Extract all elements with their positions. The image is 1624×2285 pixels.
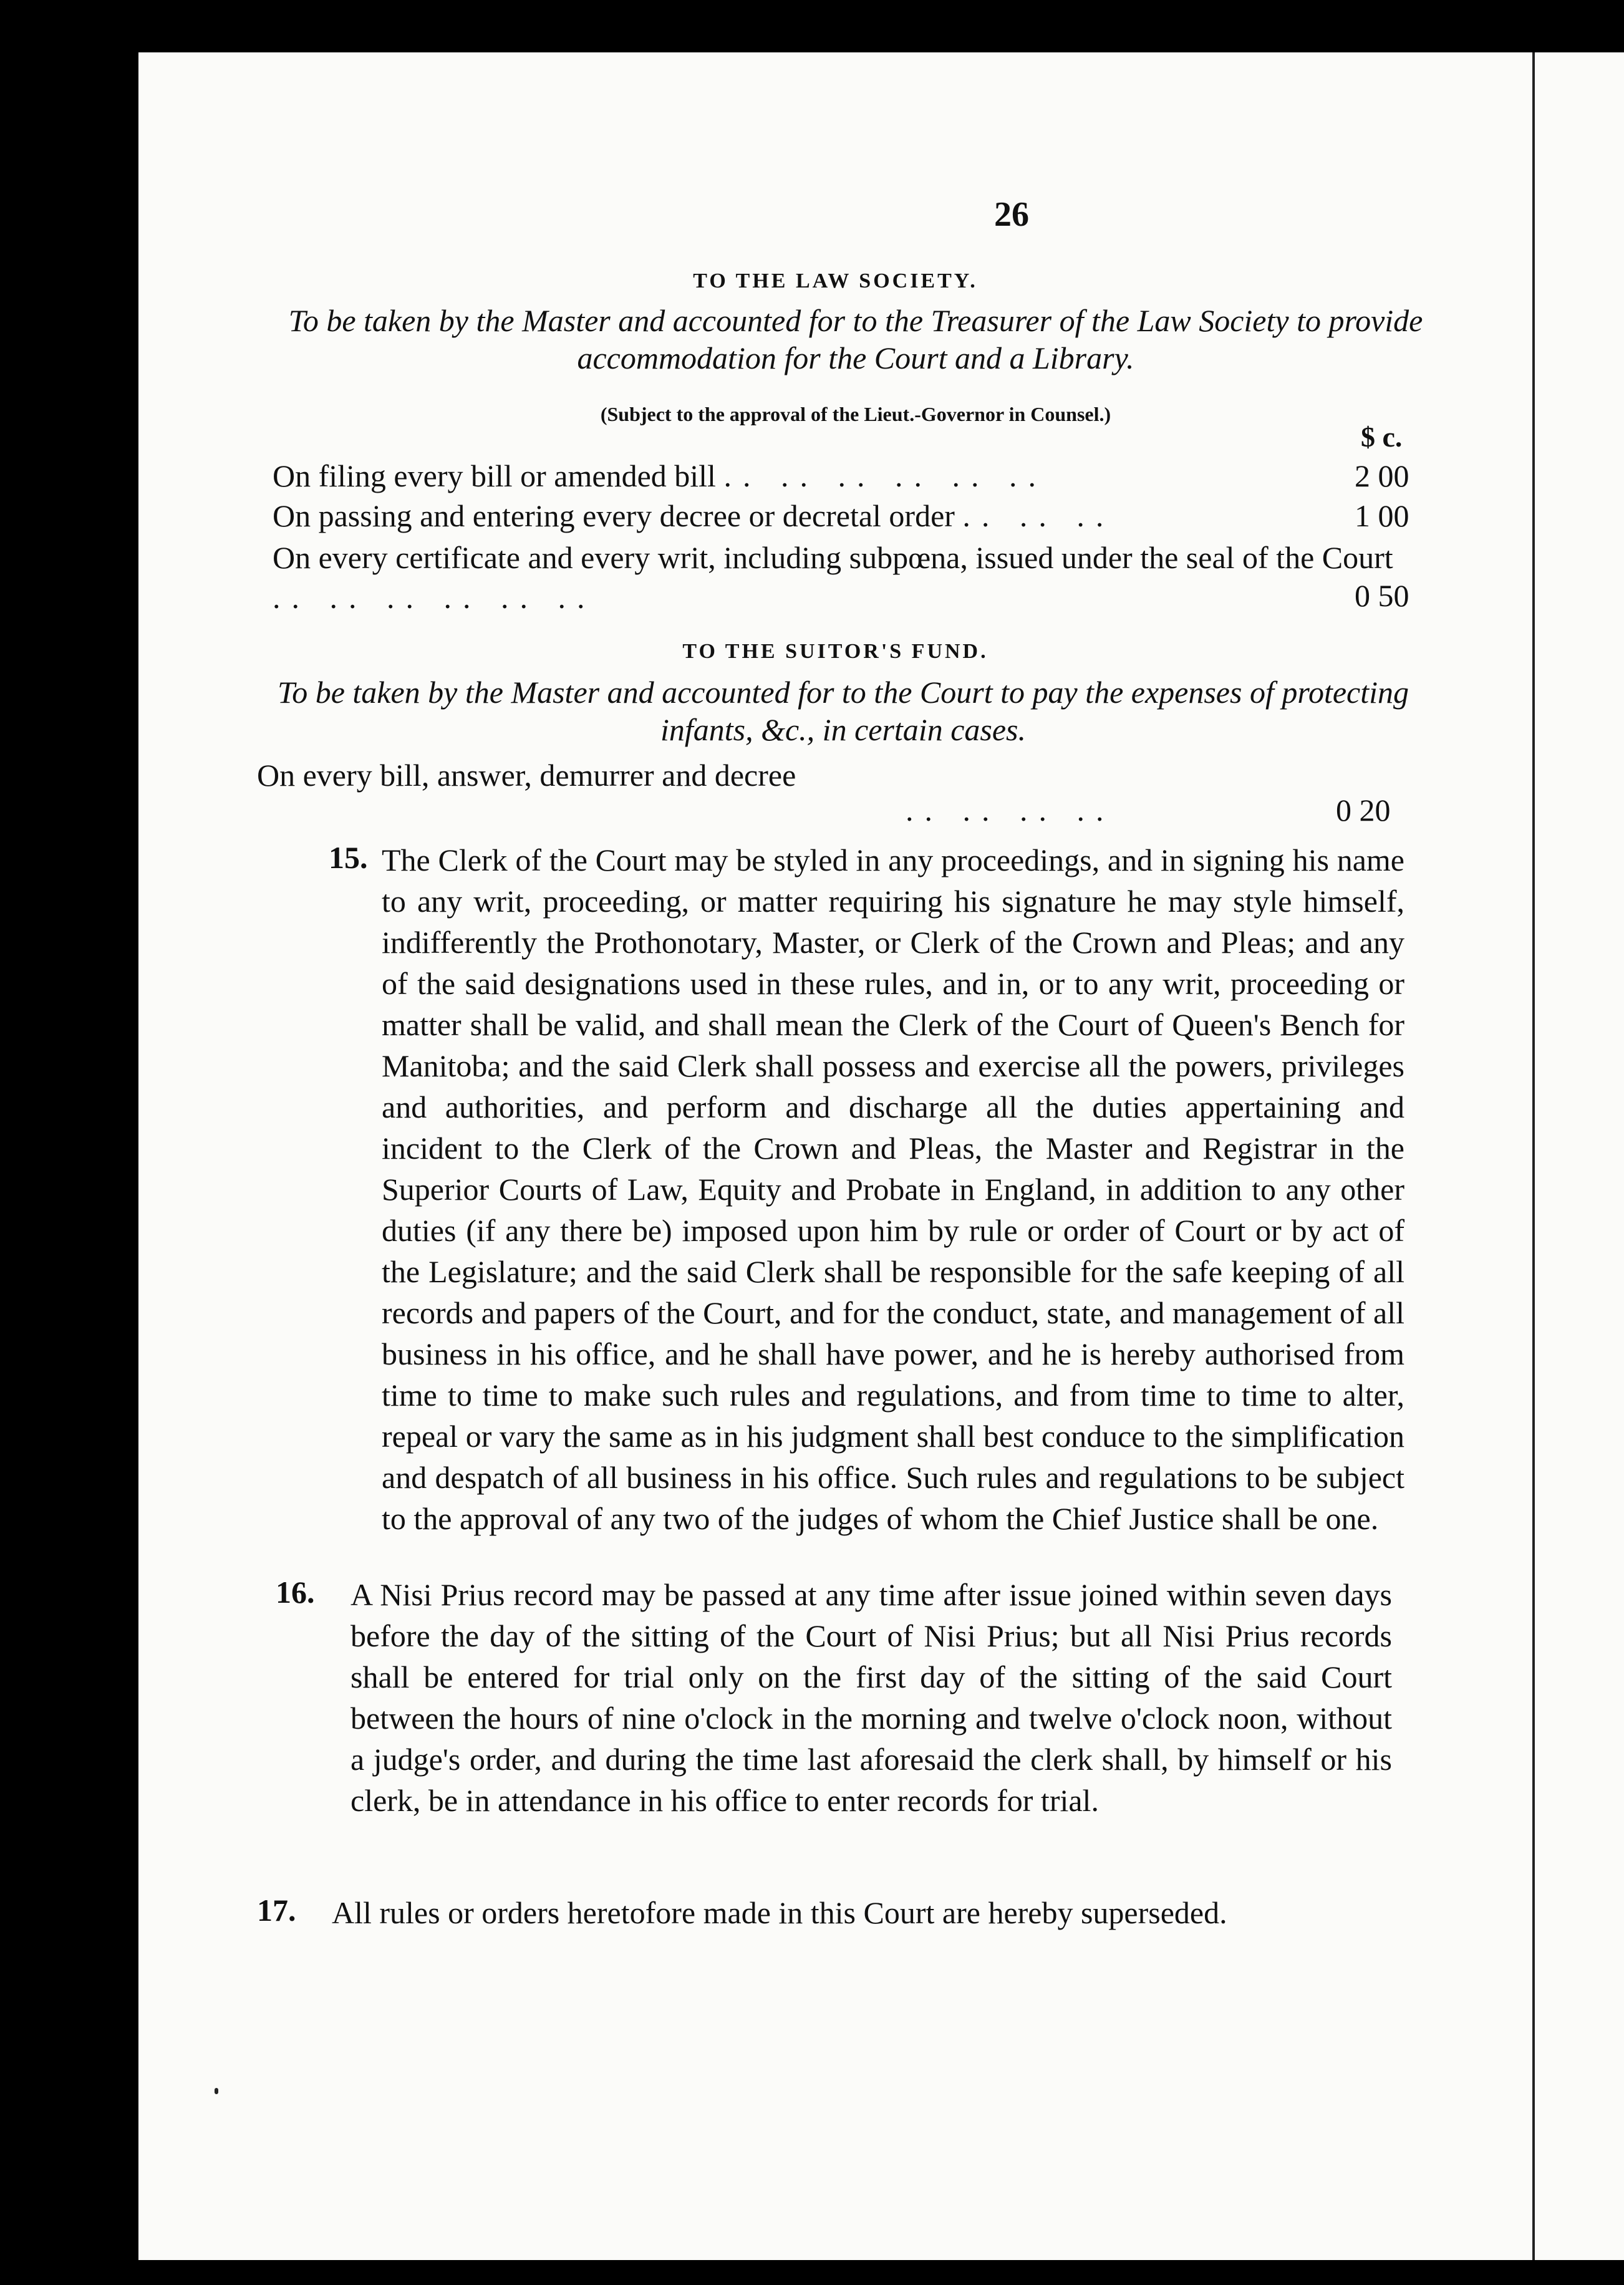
law-society-note: (Subject to the approval of the Lieut.-Governor in Counsel.) <box>600 403 1111 425</box>
fee-amount-certificate: 0 50 <box>1355 578 1409 613</box>
law-society-description: To be taken by the Master and accounted for to the Treasurer of the Law Society to provide accommodation for the Court and a Library. <box>288 303 1423 375</box>
fee-amount-decree: 1 00 <box>1355 498 1409 533</box>
adjacent-page-edge <box>1532 52 1624 2260</box>
fee-amount-bill-answer: 0 20 <box>1336 793 1391 828</box>
rule-16-text: A Nisi Prius record may be passed at any time after issue joined within seven days before the day of the sitting of the Court of Nisi Prius; but all Nisi Prius records shall be entered for trial only on the first day of the sitting of the said Court between the hours of nine o'clock in the morning and twelve o'clock noon, without a judge's order, and during the time last aforesaid the clerk shall, by himself or his clerk, be in attendance in his office to enter records for trial. <box>350 1577 1392 1818</box>
rule-16-number: 16. <box>276 1575 315 1610</box>
rule-17-text: All rules or orders heretofore made in this Court are hereby superseded. <box>332 1895 1227 1930</box>
rule-15-text: The Clerk of the Court may be styled in any proceedings, and in signing his name to any writ, proceeding, or matter requiring his signature he may style himself, indifferently the Prothonotary, Master, or Clerk of the Crown and Pleas; and any of the said designations used in these rules, and in, or to any writ, proceeding or matter shall be valid, and shall mean the Clerk of the Court of Queen's Bench for Manitoba; and the said Clerk shall possess and exercise all the powers, privileges and authorities, and perform and discharge all the duties appertaining and incident to the Clerk of the Crown and Pleas, the Master and Registrar in the Superior Courts of Law, Equity and Probate in England, in addition to any other duties (if any there be) imposed upon him by rule or order of Court or by act of the Legislature; and the said Clerk shall be responsible for the safe keeping of all records and papers of the Court, and for the conduct, state, and management of all business in his office, and he shall have power, and he is hereby authorised from time to time to make such rules and regulations, and from time to time to alter, repeal or vary the same as in his judgment shall best conduce to the simplification and despatch of all business in his office. Such rules and regulations to be subject to the approval of any two of the judges of whom the Chief Justice shall be one. <box>382 843 1404 1536</box>
currency-header: $ c. <box>1361 421 1403 453</box>
ink-speck <box>215 2088 218 2094</box>
suitors-fund-title: TO THE SUITOR'S FUND. <box>682 640 988 663</box>
law-society-title: TO THE LAW SOCIETY. <box>693 269 978 292</box>
rule-15-number: 15. <box>329 840 368 875</box>
fee-item-certificate: On every certificate and every writ, including subpœna, issued under the seal of the Court .. .. .. .. .. .. <box>273 540 1393 615</box>
fee-item-bill-answer: On every bill, answer, demurrer and decree <box>257 758 796 793</box>
document-page: 26 TO THE LAW SOCIETY. To be taken by the Master and accounted for to the Treasurer of the Law Society to provide accommodation for the Court and a Library. (Subject to the approval of the Lieut.-Governor in Counsel.) $ c. On filing every bill or amended bill .. .. .. .. .. .. 2 00 On passing and entering every decree or decretal order .. .. .. 1 00 On every certificate and every writ, including subpœna, issued under the seal of the Court .. .. .. .. .. .. 0 50 TO THE SUITOR'S FUND. To be taken by the Master and accounted for to the Court to pay the expenses of protecting infants, &c., in certain cases. On every bill, answer, demurrer and decree .. .. .. .. 0 20 15. The Clerk of the Court may be styled in any proceedings, and in signing his name to any writ, proceeding, or matter requiring his signature he may style himself, indifferently the Prothonotary, Master, or Clerk of the Crown and Pleas; and any of the said designations used in these rules, and in, or to any writ, proceeding or matter shall be valid, and shall mean the Clerk of the Court of Queen's Bench for Manitoba; and the said Clerk shall possess and exercise all the powers, privileges and authorities, and perform and discharge all the duties appertaining and incident to the Clerk of the Crown and Pleas, the Master and Registrar in the Superior Courts of Law, Equity and Probate in England, in addition to any other duties (if any there be) imposed upon him by rule or order of Court or by act of the Legislature; and the said Clerk shall be responsible for the safe keeping of all records and papers of the Court, and for the conduct, state, and management of all business in his office, and he shall have power, and he is hereby authorised from time to time to make such rules and regulations, and from time to time to alter, repeal or vary the same as in his judgment shall best conduce to the simplification and despatch of all business in his office. Such rules and regulations to be subject to the approval of any two of the judges of whom the Chief Justice shall be one. 16. A Nisi Prius record may be passed at any time after issue joined within seven days before the day of the sitting of the Court of Nisi Prius; but all Nisi Prius records shall be entered for trial only on the first day of the sitting of the said Court between the hours of nine o'clock in the morning and twelve o'clock noon, without a judge's order, and during the time last aforesaid the clerk shall, by himself or his clerk, be in attendance in his office to enter records for trial. 17. All rules or orders heretofore made in this Court are hereby superseded. <box>138 52 1532 2260</box>
fee-amount-filing-bill: 2 00 <box>1355 458 1409 493</box>
suitors-fund-description: To be taken by the Master and accounted for to the Court to pay the expenses of protecting infants, &c., in certain cases. <box>277 675 1409 747</box>
fee-item-decree: On passing and entering every decree or decretal order .. .. .. <box>273 498 1115 533</box>
page-number: 26 <box>994 195 1029 234</box>
rule-17-number: 17. <box>257 1893 296 1928</box>
fee-item-filing-bill: On filing every bill or amended bill .. .. .. .. .. .. <box>273 458 1047 493</box>
